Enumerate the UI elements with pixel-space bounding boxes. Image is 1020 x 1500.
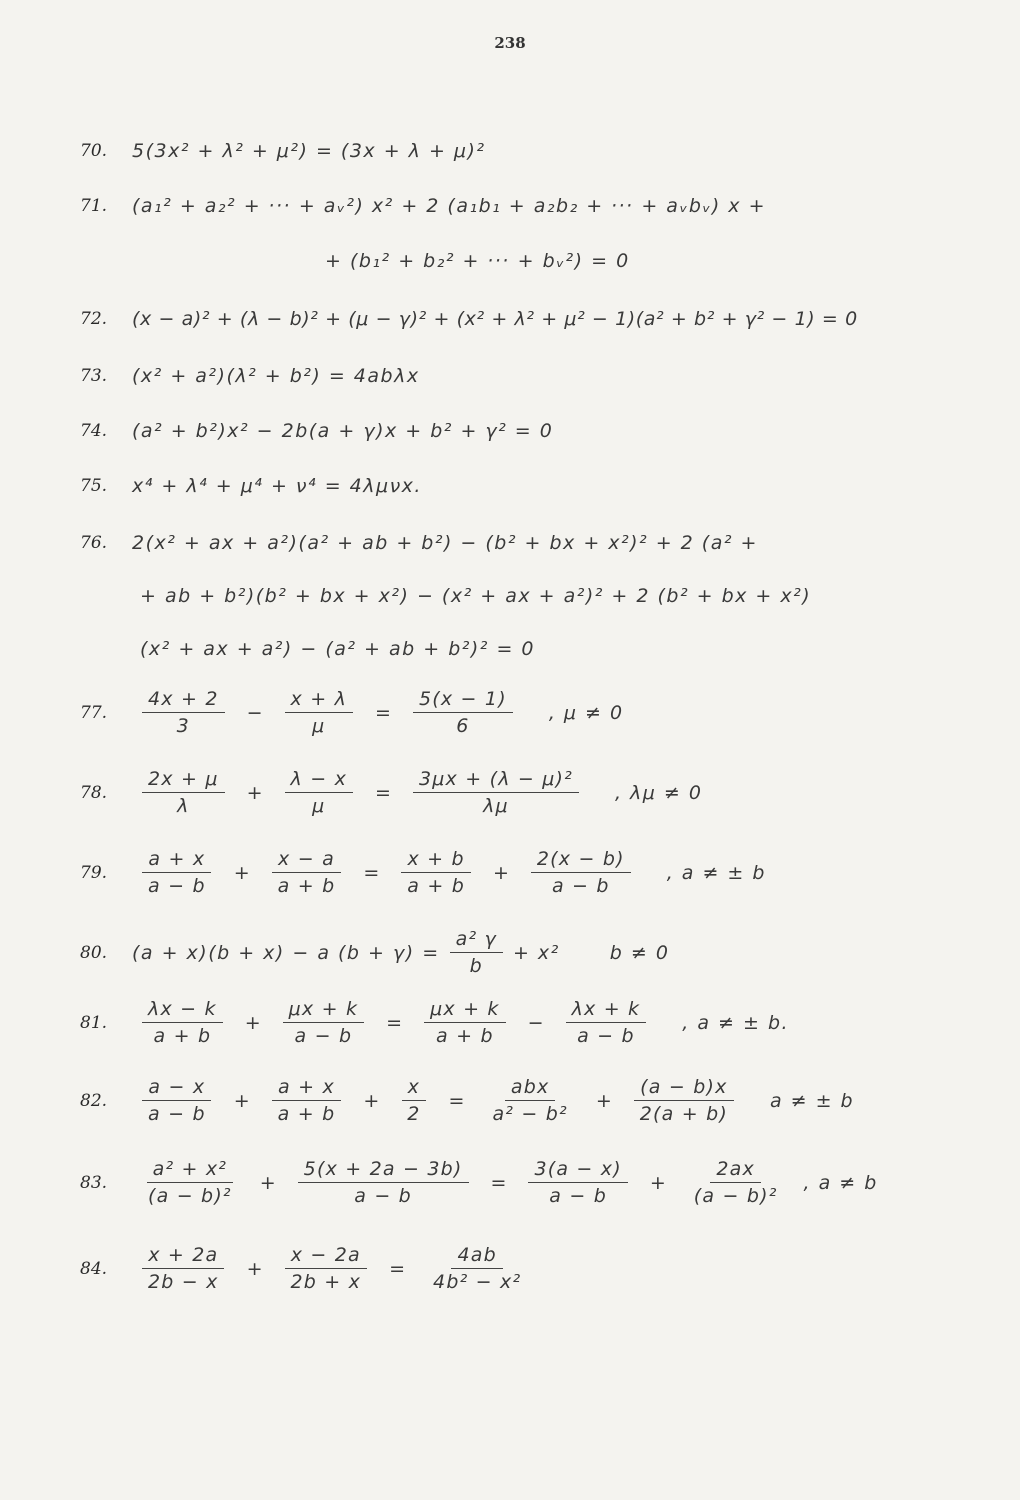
fraction: $\frac{\lambda x + k}{a - b}$ xyxy=(566,998,647,1047)
fraction: $\frac{\text{abx}}{\text{a² − b²}}$ xyxy=(492,1076,568,1125)
equation-number: 72. xyxy=(80,309,108,329)
equals-sign: = xyxy=(448,1089,465,1112)
equation-76 xyxy=(80,532,980,554)
operator: + xyxy=(246,781,263,804)
equation-number: 70. xyxy=(80,141,108,161)
fraction: $\frac{x - 2a}{2b + x}$ xyxy=(285,1244,368,1293)
equals-sign: = xyxy=(375,781,391,804)
fraction: $\frac{4x + 2}{3}$ xyxy=(142,688,225,737)
condition: , a ≠ ± b xyxy=(666,861,766,884)
fraction: $\frac{\mu x + k}{a + b}$ xyxy=(424,998,506,1047)
operator: + xyxy=(595,1089,612,1112)
equation-71 xyxy=(80,195,980,217)
equation-number: 73. xyxy=(80,366,108,386)
equation-70 xyxy=(80,140,980,162)
equals-sign: = xyxy=(389,1257,406,1280)
equation-text: (x − a)² + (λ − b)² + (μ − γ)² + (x² + λ² + μ² − 1)(a² + b² + γ² − 1) = 0 xyxy=(132,308,858,330)
fraction: $\frac{\lambda x - k}{a + b}$ xyxy=(142,998,223,1047)
equation-text: (a² + b²)x² − 2b(a + γ)x + b² + γ² = 0 xyxy=(132,420,554,442)
equation-text: x⁴ + λ⁴ + μ⁴ + ν⁴ = 4λμνx. xyxy=(132,475,422,497)
fraction: $\frac{x}{2}$ xyxy=(401,1076,426,1125)
equation-74 xyxy=(80,420,980,442)
equation-79 xyxy=(80,848,980,897)
equation-text: (a + x)(b + x) − a (b + γ) = xyxy=(132,941,440,964)
operator: + xyxy=(233,861,250,884)
fraction: $\frac{a - x}{a - b}$ xyxy=(142,1076,212,1125)
fraction: $\frac{\text{a² + x²}}{\text{(a − b)²}}$ xyxy=(148,1158,232,1207)
equation-number: 84. xyxy=(80,1258,108,1279)
fraction: $\frac{\mu x + k}{a - b}$ xyxy=(283,998,365,1047)
operator: − xyxy=(527,1011,544,1034)
equation-number: 74. xyxy=(80,421,108,441)
equals-sign: = xyxy=(490,1171,507,1194)
equation-80 xyxy=(80,928,980,977)
fraction: $\frac{x + 2a}{2b - x}$ xyxy=(142,1244,225,1293)
equation-number: 77. xyxy=(80,702,108,723)
equation-78 xyxy=(80,768,980,817)
equation-number: 80. xyxy=(80,942,108,963)
equation-84 xyxy=(80,1244,980,1293)
fraction: $\frac{2x + \mu}{\lambda}$ xyxy=(142,768,225,817)
fraction: $\frac{3(a - x)}{a - b}$ xyxy=(528,1158,627,1207)
equation-number: 82. xyxy=(80,1090,108,1111)
equation-73 xyxy=(80,365,980,387)
equals-sign: = xyxy=(363,861,380,884)
fraction: $\frac{x - a}{a + b}$ xyxy=(272,848,342,897)
equation-number: 71. xyxy=(80,196,108,216)
operator: + xyxy=(246,1257,263,1280)
operator: + xyxy=(649,1171,666,1194)
page-number: 238 xyxy=(494,34,526,52)
operator: + xyxy=(233,1089,250,1112)
condition: , a ≠ b xyxy=(803,1171,878,1194)
operator: + xyxy=(363,1089,380,1112)
condition: , a ≠ ± b. xyxy=(682,1011,790,1034)
equation-71-continuation: + (b₁² + b₂² + ‧‧‧ + bᵥ²) = 0 xyxy=(325,250,630,272)
equation-number: 79. xyxy=(80,862,108,883)
equation-81 xyxy=(80,998,980,1047)
fraction: $\frac{2ax}{\text{(a − b)²}}$ xyxy=(693,1158,778,1207)
equation-76-continuation-1: + ab + b²)(b² + bx + x²) − (x² + ax + a²)² + 2 (b² + bx + x²) xyxy=(140,585,812,607)
condition: , μ ≠ 0 xyxy=(548,701,624,724)
condition: a ≠ ± b xyxy=(769,1089,855,1112)
fraction: $\frac{(a - b)x}{2(a + b)}$ xyxy=(634,1076,734,1125)
operator: − xyxy=(246,701,263,724)
operator: + xyxy=(244,1011,261,1034)
fraction: $\frac{x + b}{a + b}$ xyxy=(401,848,471,897)
equation-number: 76. xyxy=(80,533,108,553)
fraction: $\frac{\text{3μx + (λ − μ)²}}{\lambda\mu}$ xyxy=(413,768,579,817)
equation-number: 81. xyxy=(80,1012,108,1033)
equation-number: 75. xyxy=(80,476,108,496)
equation-text-line-1: 2(x² + ax + a²)(a² + ab + b²) − (b² + bx + x²)² + 2 (a² + xyxy=(132,532,758,554)
equation-72 xyxy=(80,308,980,330)
equation-text: 5(3x² + λ² + μ²) = (3x + λ + μ)² xyxy=(132,140,486,162)
equation-text: (x² + a²)(λ² + b²) = 4abλx xyxy=(132,365,420,387)
condition: b ≠ 0 xyxy=(609,941,670,964)
equation-77 xyxy=(80,688,980,737)
fraction: $\frac{5(x - 1)}{6}$ xyxy=(413,688,513,737)
condition: , λμ ≠ 0 xyxy=(614,781,703,804)
equation-number: 78. xyxy=(80,782,108,803)
fraction: $\frac{\lambda - x}{\mu}$ xyxy=(285,768,354,817)
fraction: $\frac{4ab}{\text{4b² − x²}}$ xyxy=(433,1244,522,1293)
equation-82 xyxy=(80,1076,980,1125)
fraction: $\frac{\text{a² γ}}{b}$ xyxy=(450,928,503,977)
equation-76-continuation-2: (x² + ax + a²) − (a² + ab + b²)² = 0 xyxy=(140,638,535,660)
equals-sign: = xyxy=(375,701,391,724)
fraction: $\frac{2(x - b)}{a - b}$ xyxy=(531,848,631,897)
fraction: $\frac{x + \lambda}{\mu}$ xyxy=(285,688,354,737)
equation-83 xyxy=(80,1158,980,1207)
fraction: $\frac{5(x + 2a - 3b)}{a - b}$ xyxy=(298,1158,469,1207)
fraction: $\frac{a + x}{a + b}$ xyxy=(272,1076,342,1125)
fraction: $\frac{a + x}{a - b}$ xyxy=(142,848,212,897)
operator: + xyxy=(259,1171,276,1194)
equation-75 xyxy=(80,475,980,497)
operator: + xyxy=(492,861,509,884)
equals-sign: = xyxy=(386,1011,403,1034)
equation-text-line-1: (a₁² + a₂² + ‧‧‧ + aᵥ²) x² + 2 (a₁b₁ + a₂b₂ + ‧‧‧ + aᵥbᵥ) x + xyxy=(132,195,767,217)
equation-number: 83. xyxy=(80,1172,108,1193)
equation-text: + x² xyxy=(512,941,560,964)
